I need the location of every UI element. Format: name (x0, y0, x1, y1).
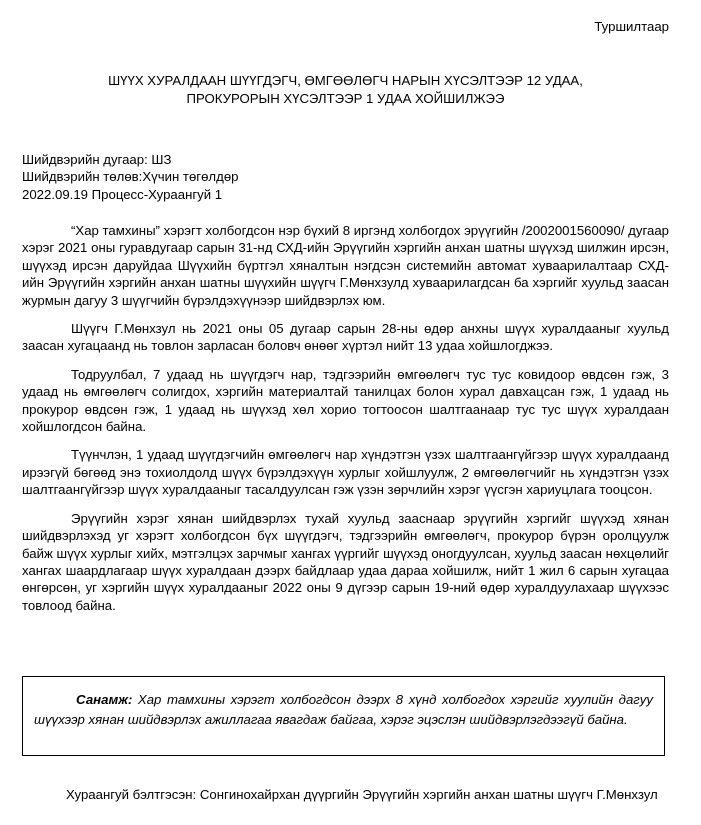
footer-author: Хураангуй бэлтгэсэн: Сонгинохайрхан дүүргийн Эрүүгийн хэргийн анхан шатны шүүгч Г.Мөнхзул (66, 787, 658, 802)
decision-meta (22, 151, 239, 203)
body-paragraph-1: “Хар тамхины” хэрэгт холбогдсон нэр бүхий 8 иргэнд холбогдох эрүүгийн /2002001560090/ дугаар хэрэг 2021 оны гуравдугаар сарын 31-нд СХД-ийн Эрүүгийн хэргийн анхан шатны шүүхэд шилжин ирсэн, шүүхэд ирсэн даруйдаа Шүүхийн бүртгэл хяналтын нэгдсэн системийн автомат хуваарилалтаар СХД-ийн Эрүүгийн хэргийн анхан шатны шүүхийн шүүгч Г.Мөнхзулд хуваарилагдсан ба хэргийг хуульд заасан журмын дагуу 3 шүүгчийн бүрэлдэхүүнээр шийдвэрлэх юм. (22, 223, 669, 308)
document-title (22, 72, 669, 107)
body-paragraph-3: Тодруулбал, 7 удаад нь шүүгдэгч нар, тэдгээрийн өмгөөлөгч тус тус ковидоор өвдсөн гэж, 3 удаад нь өмгөөлөгч солигдох, хэргийн материалтай танилцах болон хурал давхацсан гэж, 1 удаад нь прокурор өвдсөн гэж, 1 удаад нь шүүхэд хөл хорио тогтоосон шалтгаанаар тус тус шүүх хуралдаан хойшлогдсон байна. (22, 366, 669, 435)
decision-form: Шийдвэрийн төлөв:Хүчин төгөлдөр (22, 169, 239, 185)
document-body (22, 222, 669, 625)
document-status-label: Туршилтаар (594, 19, 669, 34)
title-line-1: ШҮҮХ ХУРАЛДААН ШҮҮГДЭГЧ, ӨМГӨӨЛӨГЧ НАРЫН ХҮСЭЛТЭЭР 12 УДАА, (108, 73, 583, 88)
body-paragraph-4: Түүнчлэн, 1 удаад шүүгдэгчийн өмгөөлөгч нар хүндэтгэн үзэх шалтгаангүйгээр шүүх хуралдаанд ирээгүй бөгөөд энэ тохиолдолд шүүх бүрэлдэхүүн хурлыг хойшлуулж, 2 өмгөөлөгчийг нь хүндэтгэн үзэх шалтгаангүйгээр шүүх хуралдааныг тасалдуулсан гэж үзэн зөрчлийн хэрэг үүсгэн хариуцлага тооцсон. (22, 447, 669, 498)
note-box (22, 676, 665, 756)
note-paragraph (34, 690, 653, 730)
note-label: Санамж: (76, 692, 133, 707)
body-paragraph-5: Эрүүгийн хэрэг хянан шийдвэрлэх тухай хуульд зааснаар эрүүгийн хэргийг шүүхэд хянан шийдвэрлэхэд уг хэрэгт холбогдсон бүх шүүгдэгч, тэдгээрийн өмгөөлөгч, прокурор бүрэн оролцуулж байж шүүх хурлыг хийх, мэтгэлцэх зарчмыг хангах үүргийг шүүхэд оногдуулсан, хуульд заасан нөхцөлийг хангах шаардлагаар шүүх хуралдаан дээрх байдлаар удаа дараа хойшилж, нийт 1 жил 6 сарын хугацаа өнгөрсөн, уг хэргийн шүүх хуралдааныг 2022 оны 9 дүгээр сарын 19-ний өдөр хуралдуулахаар шүүхээс товлоод байна. (22, 510, 669, 613)
document-footer (22, 785, 669, 804)
title-line-2: ПРОКУРОРЫН ХҮСЭЛТЭЭР 1 УДАА ХОЙШИЛЖЭЭ (186, 90, 505, 106)
decision-date-process: 2022.09.19 Процесс-Хураангуй 1 (22, 186, 223, 202)
note-text: Хар тамхины хэрэгт холбогдсон дээрх 8 хүнд холбогдох хэргийг хуулийн дагуу шүүхээр хянан шийдвэрлэх ажиллагаа явагдаж байгаа, хэрэг эцэслэн шийдвэрлэгдээгүй байна. (34, 692, 653, 727)
body-paragraph-2: Шүүгч Г.Мөнхзул нь 2021 оны 05 дугаар сарын 28-ны өдөр анхны шүүх хуралдааныг хуульд заасан хугацаанд нь товлон зарласан боловч өнөөг хүртэл нийт 13 удаа хойшлогджээ. (22, 321, 669, 354)
decision-number: Шийдвэрийн дугаар: ШЗ (22, 152, 172, 167)
